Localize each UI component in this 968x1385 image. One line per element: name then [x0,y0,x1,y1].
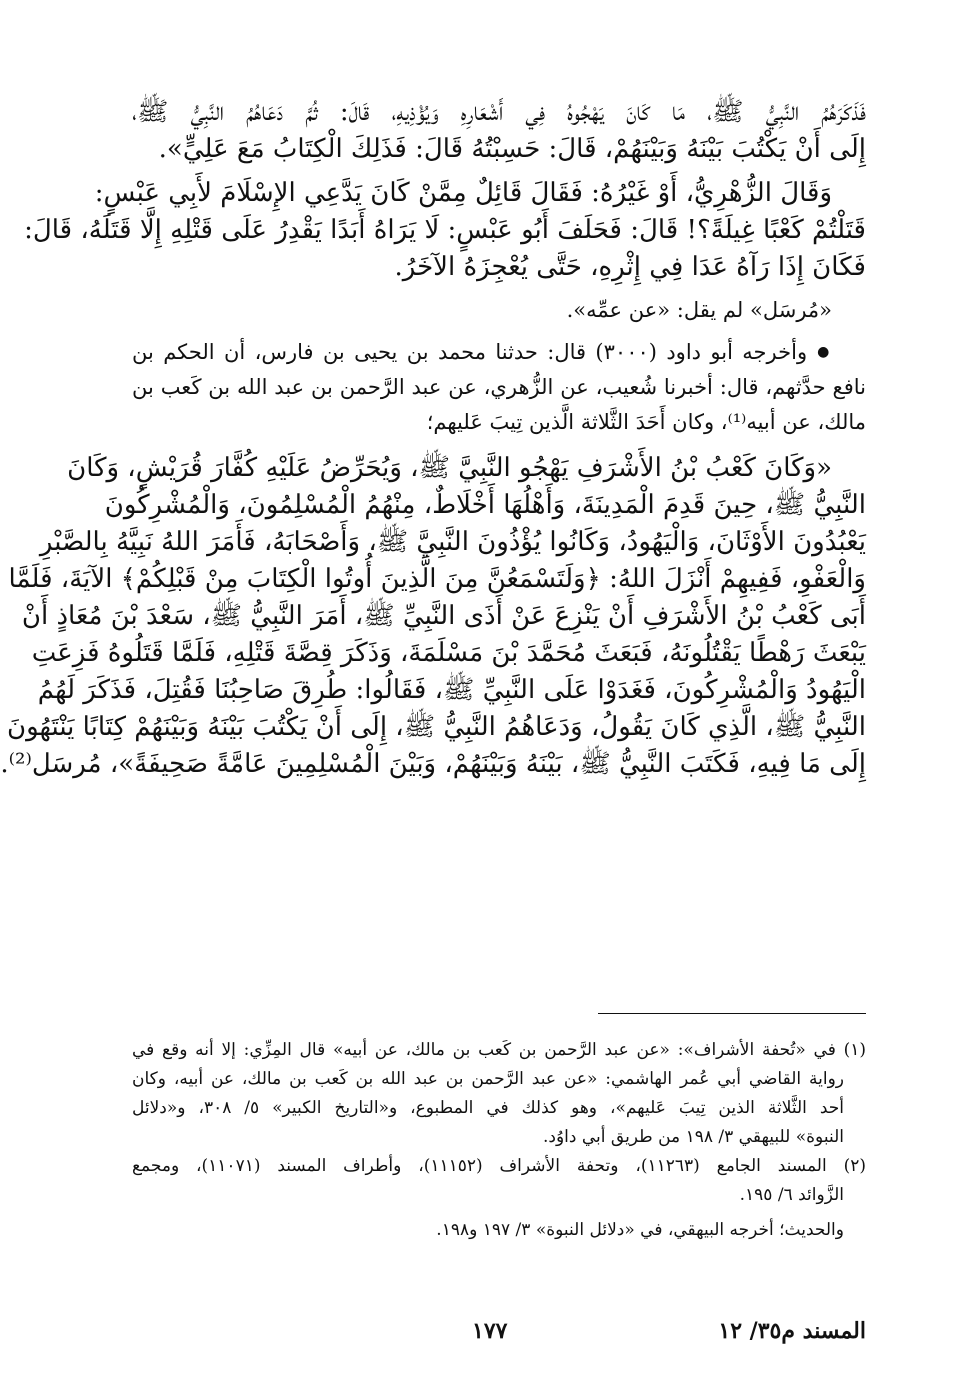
paragraph-abu-dawud [132,335,866,440]
text-line: قَتَلْتُمْ كَعْبًا غِيلَةً؟! قَالَ: فَحَلَفَ أَبُو عَبْسٍ: لَا يَرَاهُ أَبَدًا يَقْدِرُ عَلَى قَتْلِهِ إِلَّا قَتَلَهُ، قَالَ: [24,215,866,245]
page-footer [132,1318,866,1358]
footnote-line: الزَّوائد ٦/ ١٩٥. [739,1185,844,1205]
text-line: وَالْعَفْوِ، فَفِيهِمْ أَنْزَلَ اللهُ: ﴿وَلَتَسْمَعُنَّ مِنَ الَّذِينَ أُوتُوا الْكِتَابَ مِنْ قَبْلِكُمْ﴾ الآيَةَ، فَلَمَّا [8,564,866,594]
mursal-note: «مُرسَل» لم يقل: «عن عمِّه». [566,298,832,322]
text-line: نافع حدَّثهم، قال: أخبرنا شُعيب، عن الزُّهري، عن عبد الرَّحمن بن عبد الله بن كَعب بن [132,375,866,399]
paragraph-hadith-end [132,94,866,168]
footnotes [132,1036,866,1245]
text-line: النَّبِيُّ ﷺ، حِينَ قَدِمَ الْمَدِينَةَ، وَأَهْلُهَا أَخْلَاطٌ، مِنْهُمُ الْمُسْلِمُونَ، وَالْمُشْرِكُونَ [104,490,866,520]
footnote-3: والحديث؛ أخرجه البيهقي، في «دلائل النبوة» ٣/ ١٩٧ و١٩٨. [436,1220,844,1240]
main-text [0,94,866,783]
text-line: «وَكَانَ كَعْبُ بْنُ الأَشْرَفِ يَهْجُو النَّبِيَّ ﷺ، وَيُحَرِّضُ عَلَيْهِ كُفَّارَ قُرَيْشٍ، وَكَانَ [67,453,832,483]
paragraph-zuhri [24,175,866,286]
footnote-1 [132,1036,866,1152]
text-line: يَعْبُدُونَ الأَوْثَانَ، وَالْيَهُودُ، وَكَانُوا يُؤْذُونَ النَّبِيَّ ﷺ، وَأَصْحَابَهُ، فَأَمَرَ اللهُ نَبِيَّهُ بِالصَّبْرِ [39,527,866,557]
footnote-2 [132,1152,866,1210]
text-line: فَكَانَ إِذَا رَآهُ عَدَا فِي إِثْرِهِ، حَتَّى يُعْجِزَهُ الآخَرُ. [394,252,866,282]
text-line: ● وأخرجه أبو داود (٣٠٠٠) قال: حدثنا محمد بن يحيى بن فارس، أن الحكم بن [132,335,866,370]
text-line: إِلَى مَا فِيهِ، فَكَتَبَ النَّبِيُّ ﷺ، بَيْنَهُ وَبَيْنَهُمْ، وَبَيْنَ الْمُسْلِمِينَ عَامَّةً صَحِيفَةً»، مُرسَل⁽²⁾. [0,749,866,779]
paragraph-kab-hadith [0,450,866,783]
footnote-divider [598,1013,866,1014]
footnote-line: (١) في «تُحفة الأشراف»: «عن عبد الرَّحمن بن كَعب بن مالك، عن أبيه» قال المِزِّي: إلا أنه وقع في [132,1040,866,1060]
footnote-line: أحد الثَّلاثة الذين تِيبَ عَليهم»، وهو كذلك في المطبوع، و«التاريخ الكبير» ٥/ ٣٠٨، و«دلائل [132,1098,844,1118]
text-line: الْيَهُودُ وَالْمُشْرِكُونَ، فَغَدَوْا عَلَى النَّبِيِّ ﷺ، فَقَالُوا: طُرِقَ صَاحِبُنَا فَقُتِلَ، فَذَكَرَ لَهُمُ [37,675,866,705]
text-line: النَّبِيُّ ﷺ، الَّذِي كَانَ يَقُولُ، وَدَعَاهُمُ النَّبِيُّ ﷺ، إِلَى أَنْ يَكْتُبَ بَيْنَهُ وَبَيْنَهُمْ كِتَابًا يَنْتَهُونَ [6,712,866,742]
footnote-line: رواية القاضي أبي عُمر الهاشمي: «عن عبد الرَّحمن بن عبد الله بن كَعب بن مالك، عن أبيه، وكان [132,1069,844,1089]
text-line: مالك، عن أبيه⁽¹⁾، وكان أَحَدَ الثَّلاثة الَّذين تِيبَ عَليهم؛ [426,410,866,434]
text-line: فَذَكَرَهُمُ النَّبِيُّ ﷺ، مَا كَانَ يَهْجُوهُ فِي أَشْعَارِهِ وَيُؤْذِيهِ، قَالَ: ثُمَّ دَعَاهُمُ النَّبِيُّ ﷺ، [132,97,866,127]
footnote-line: (٢) المسند الجامع (١١٢٦٣)، وتحفة الأشراف (١١١٥٢)، وأطراف المسند (١١٠٧١)، ومجمع [132,1156,866,1176]
volume-signature: المسند م٣٥/ ١٢ [718,1318,866,1344]
page-number: ١٧٧ [472,1318,508,1344]
text-line: إِلَى أَنْ يَكْتُبَ بَيْنَهُ وَبَيْنَهُمْ، قَالَ: حَسِبْتُهُ قَالَ: فَذَلِكَ الْكِتَابُ مَعَ عَلِيٍّ». [158,134,866,164]
text-line: أَبَى كَعْبُ بْنُ الأَشْرَفِ أَنْ يَنْزِعَ عَنْ أَذَى النَّبِيِّ ﷺ، أَمَرَ النَّبِيُّ ﷺ، سَعْدَ بْنَ مُعَاذٍ أَنْ [21,601,866,631]
text-line: وَقَالَ الزُّهْرِيُّ، أَوْ غَيْرُهُ: فَقَالَ قَائِلٌ مِمَّنْ كَانَ يَدَّعِي الإِسْلَامَ لأَبِي عَبْسٍ: [94,178,832,208]
footnote-line: النبوة» للبيهقي ٣/ ١٩٨ من طريق أبي داوُد. [542,1127,844,1147]
text-line: يَبْعَثَ رَهْطًا يَقْتُلُونَهُ، فَبَعَثَ مُحَمَّدَ بْنَ مَسْلَمَةَ، وَذَكَرَ قِصَّةَ قَتْلِهِ، فَلَمَّا قَتَلُوهُ فَزِعَتِ [31,638,866,668]
